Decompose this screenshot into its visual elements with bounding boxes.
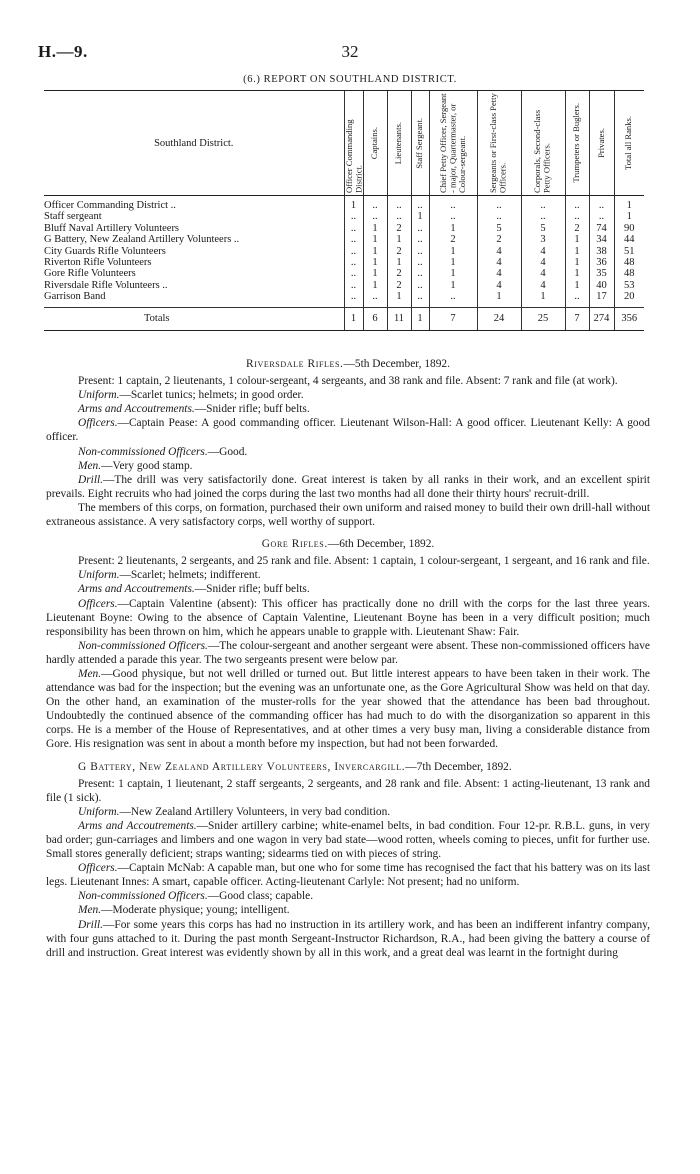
paragraph-arms: Arms and Accoutrements.—Snider artillery carbine; white-enamel belts, in bad condition. Four 12-pr. R.B.L. guns, in very bad order; gun-carriages and limbers and one wagon in very bad state—wood rotten, wheels coming to pieces, unfit for further use. Small stores generally deficient; straps wanting; sidearms tied on with pieces of string. <box>46 819 650 861</box>
total-cell: 274 <box>589 307 614 330</box>
table-cell: .. <box>344 211 363 222</box>
table-cell: 53 <box>614 280 644 291</box>
table-row <box>44 280 644 291</box>
column-header: Staff Sergeant. <box>411 91 429 196</box>
district-strength-table <box>44 90 644 331</box>
table-cell: 36 <box>589 257 614 268</box>
table-cell: 38 <box>589 246 614 257</box>
total-cell: 7 <box>565 307 589 330</box>
table-cell: .. <box>411 268 429 279</box>
paragraph-officers: Officers.—Captain Valentine (absent): This officer has practically done no drill with the corps for the last three years. Lieutenant Boyne: Owing to the absence of Captain Valentine, Lieutenant Boyne has been in a very difficult position; much responsibility has been thrown on him, which he appears unable to grapple with. Lieutenant Shaw: Fair. <box>46 597 650 638</box>
paragraph-nco: Non-commissioned Officers.—The colour-sergeant and another sergeant were absent. These non-commissioned officers have hardly attended a parade this year. The two sergeants present were below par. <box>46 639 650 666</box>
row-label: Officer Commanding District .. <box>44 200 176 211</box>
page-number: 32 <box>341 42 359 61</box>
column-header: Privates. <box>589 91 614 196</box>
table-cell: 74 <box>589 223 614 234</box>
table-cell: 2 <box>565 223 589 234</box>
table-row <box>44 257 644 268</box>
table-row <box>44 223 644 234</box>
column-header: Chief Petty Officer, Sergeant - major, Quartermaster, or Colour-sergeant. <box>429 91 477 196</box>
table-cell: 1 <box>565 246 589 257</box>
table-cell: 1 <box>565 268 589 279</box>
table-cell: .. <box>411 223 429 234</box>
table-cell: 1 <box>363 246 387 257</box>
table-cell: 4 <box>477 246 521 257</box>
section-heading-gore: Gore Rifles.—6th December, 1892. <box>261 538 435 551</box>
table-cell: .. <box>344 234 363 245</box>
table-cell: 1 <box>565 280 589 291</box>
column-header: Total all Ranks. <box>614 91 644 196</box>
table-cell: 1 <box>565 257 589 268</box>
table-cell: 1 <box>614 211 644 222</box>
table-cell: .. <box>429 211 477 222</box>
table-cell: .. <box>411 246 429 257</box>
paragraph-uniform: Uniform.—New Zealand Artillery Volunteers, in very bad condition. <box>78 805 391 818</box>
paragraph-arms: Arms and Accoutrements.—Snider rifle; buff belts. <box>78 583 310 596</box>
row-label: Riversdale Rifle Volunteers .. <box>44 279 168 291</box>
table-cell: 2 <box>387 268 411 279</box>
total-cell: 25 <box>521 307 565 330</box>
total-cell: 24 <box>477 307 521 330</box>
paragraph-present: Present: 1 captain, 1 lieutenant, 2 staff sergeants, 2 sergeants, and 28 rank and file. Absent: 1 acting-lieutenant, 13 rank and file (1 sick). <box>46 777 650 804</box>
paragraph-arms: Arms and Accoutrements.—Snider rifle; buff belts. <box>78 403 310 416</box>
table-cell: 2 <box>477 234 521 245</box>
table-cell: 4 <box>477 280 521 291</box>
table-cell: .. <box>429 291 477 302</box>
table-cell: .. <box>411 200 429 211</box>
table-cell: .. <box>565 200 589 211</box>
table-cell: 44 <box>614 234 644 245</box>
table-cell: 2 <box>387 223 411 234</box>
table-cell: .. <box>589 200 614 211</box>
table-cell: 1 <box>363 280 387 291</box>
table-row <box>44 234 644 245</box>
table-cell: 1 <box>411 211 429 222</box>
table-cell: 1 <box>363 234 387 245</box>
totals-row <box>44 307 644 330</box>
table-cell: .. <box>477 200 521 211</box>
table-cell: 51 <box>614 246 644 257</box>
table-cell: 4 <box>521 268 565 279</box>
paragraph-nco: Non-commissioned Officers.—Good. <box>78 445 248 458</box>
row-label: City Guards Rifle Volunteers <box>44 245 166 257</box>
paragraph-men: Men.—Very good stamp. <box>78 459 193 472</box>
table-cell: 48 <box>614 257 644 268</box>
paragraph-officers: Officers.—Captain Pease: A good commanding officer. Lieutenant Wilson-Hall: A good officer. Lieutenant Kelly: A good officer. <box>46 417 650 444</box>
table-cell: 1 <box>429 280 477 291</box>
column-header: Trumpeters or Buglers. <box>565 91 589 196</box>
row-label: G Battery, New Zealand Artillery Volunteers .. <box>44 234 240 246</box>
total-cell: 7 <box>429 307 477 330</box>
table-cell: .. <box>344 257 363 268</box>
table-cell: 35 <box>589 268 614 279</box>
column-header: Lieutenants. <box>387 91 411 196</box>
table-cell: .. <box>565 291 589 302</box>
paragraph-uniform: Uniform.—Scarlet tunics; helmets; in good order. <box>78 389 304 402</box>
table-cell: .. <box>387 200 411 211</box>
total-cell: 1 <box>344 307 363 330</box>
table-cell: 3 <box>521 234 565 245</box>
paragraph-men: Men.—Good physique, but not well drilled or turned out. But little interest appears to have been taken in their work. The attendance was bad for the inspection; but the evening was an unfortunate one, as the Gore Agricultural Show was held on that day. On the other hand, an examination of the muster-rolls for the year showed that the attendance has been bad throughout. Undoubtedly the continued absence of the commanding officer has had much to do with the disorganization so apparent in this corps. He is a member of the House of Representatives, and at other times a very busy man, living a considerable distance from Gore. His resignation was sent in about a month before my inspection, but had not been forwarded. <box>46 667 650 751</box>
table-cell: 1 <box>344 200 363 211</box>
paragraph-nco: Non-commissioned Officers.—Good class; capable. <box>78 890 314 903</box>
paragraph-officers: Officers.—Captain McNab: A capable man, but one who for some time has recognised the fact that his battery was on its last legs. Lieutenant Innes: A smart, capable officer. Acting-lieutenant Carlyle: Not present; had no uniform. <box>46 862 650 889</box>
row-label: Riverton Rifle Volunteers <box>44 257 152 269</box>
table-cell: 1 <box>477 291 521 302</box>
table-cell: 1 <box>521 291 565 302</box>
table-cell: .. <box>344 223 363 234</box>
table-cell: 1 <box>387 257 411 268</box>
table-cell: 40 <box>589 280 614 291</box>
table-cell: .. <box>363 211 387 222</box>
row-label: Staff sergeant <box>44 211 102 223</box>
table-cell: 1 <box>429 246 477 257</box>
paragraph-drill: Drill.—The drill was very satisfactorily done. Great interest is taken by all ranks in their work, and an excellent spirit prevails. Eight recruits who had joined the corps during the last two months had all done their thirty hours' recruit-drill. <box>46 473 650 500</box>
table-row <box>44 200 644 211</box>
table-cell: .. <box>411 280 429 291</box>
table-cell: 1 <box>363 268 387 279</box>
section-heading-g-battery: G Battery, New Zealand Artillery Volunteers, Invercargill.—7th December, 1892. <box>78 760 512 773</box>
table-cell: 4 <box>521 257 565 268</box>
table-cell: 4 <box>521 280 565 291</box>
table-cell: .. <box>344 291 363 302</box>
table-cell: 1 <box>363 257 387 268</box>
total-cell: 356 <box>614 307 644 330</box>
table-cell: 1 <box>363 223 387 234</box>
table-cell: 1 <box>429 268 477 279</box>
paragraph-uniform: Uniform.—Scarlet; helmets; indifferent. <box>78 569 261 582</box>
table-cell: .. <box>344 246 363 257</box>
total-cell: 11 <box>387 307 411 330</box>
table-cell: 1 <box>429 257 477 268</box>
paragraph-present: Present: 2 lieutenants, 2 sergeants, and 25 rank and file. Absent: 1 captain, 1 colour-sergeant, 1 sergeant, and 16 rank and file. <box>78 555 650 568</box>
table-cell: 1 <box>565 234 589 245</box>
table-cell: 2 <box>429 234 477 245</box>
table-cell: 4 <box>477 268 521 279</box>
table-corner-label: Southland District. <box>44 91 344 196</box>
table-cell: 1 <box>387 291 411 302</box>
totals-label: Totals <box>44 307 344 330</box>
row-label: Bluff Naval Artillery Volunteers <box>44 222 180 234</box>
table-cell: .. <box>521 211 565 222</box>
column-header: Corporals, Second-class Petty Officers. <box>521 91 565 196</box>
column-header: Officer Commanding District. <box>344 91 363 196</box>
table-cell: 1 <box>387 234 411 245</box>
table-cell: .. <box>565 211 589 222</box>
table-row <box>44 268 644 279</box>
table-cell: 48 <box>614 268 644 279</box>
column-header: Captains. <box>363 91 387 196</box>
table-cell: .. <box>411 257 429 268</box>
table-cell: 17 <box>589 291 614 302</box>
table-cell: 4 <box>477 257 521 268</box>
table-cell: 34 <box>589 234 614 245</box>
table-row <box>44 246 644 257</box>
table-row <box>44 211 644 222</box>
table-cell: .. <box>363 200 387 211</box>
table-cell: .. <box>363 291 387 302</box>
table-cell: 5 <box>477 223 521 234</box>
row-label: Garrison Band <box>44 291 106 303</box>
paragraph-men: Men.—Moderate physique; young; intelligent. <box>78 904 290 917</box>
table-cell: 2 <box>387 280 411 291</box>
paragraph-closing: The members of this corps, on formation, purchased their own uniform and raised money to build their own drill-hall without extraneous assistance. A very satisfactory corps, well worthy of support. <box>46 501 650 529</box>
report-title: (6.) REPORT ON SOUTHLAND DISTRICT. <box>243 74 457 85</box>
table-cell: .. <box>411 291 429 302</box>
table-cell: .. <box>429 200 477 211</box>
section-heading-riversdale: Riversdale Rifles.—5th December, 1892. <box>246 358 450 370</box>
table-cell: .. <box>521 200 565 211</box>
table-cell: .. <box>387 211 411 222</box>
document-reference: H.—9. <box>38 42 88 61</box>
table-cell: 20 <box>614 291 644 302</box>
paragraph-present: Present: 1 captain, 2 lieutenants, 1 colour-sergeant, 4 sergeants, and 38 rank and file. Absent: 7 rank and file (at work). <box>78 375 618 388</box>
table-cell: 1 <box>429 223 477 234</box>
table-cell: 1 <box>614 200 644 211</box>
row-label: Gore Rifle Volunteers <box>44 268 136 280</box>
table-cell: .. <box>411 234 429 245</box>
report-body <box>46 349 650 960</box>
table-cell: .. <box>344 280 363 291</box>
paragraph-drill: Drill.—For some years this corps has had no instruction in its artillery work, and has been an indifferent infantry company, with four guns attached to it. During the past month Sergeant-Instructor Richardson, R.A., had been giving the battery a course of drill and instruction. Great interest was evidently shown by all in this work, and a great deal was learnt in the fortnight during <box>46 918 650 959</box>
table-cell: .. <box>477 211 521 222</box>
table-cell: 90 <box>614 223 644 234</box>
total-cell: 1 <box>411 307 429 330</box>
table-cell: .. <box>344 268 363 279</box>
table-row <box>44 291 644 302</box>
column-header: Sergeants or First-class Petty Officers. <box>477 91 521 196</box>
table-cell: 2 <box>387 246 411 257</box>
table-cell: 5 <box>521 223 565 234</box>
total-cell: 6 <box>363 307 387 330</box>
table-header-row <box>44 91 644 196</box>
table-cell: .. <box>589 211 614 222</box>
table-cell: 4 <box>521 246 565 257</box>
